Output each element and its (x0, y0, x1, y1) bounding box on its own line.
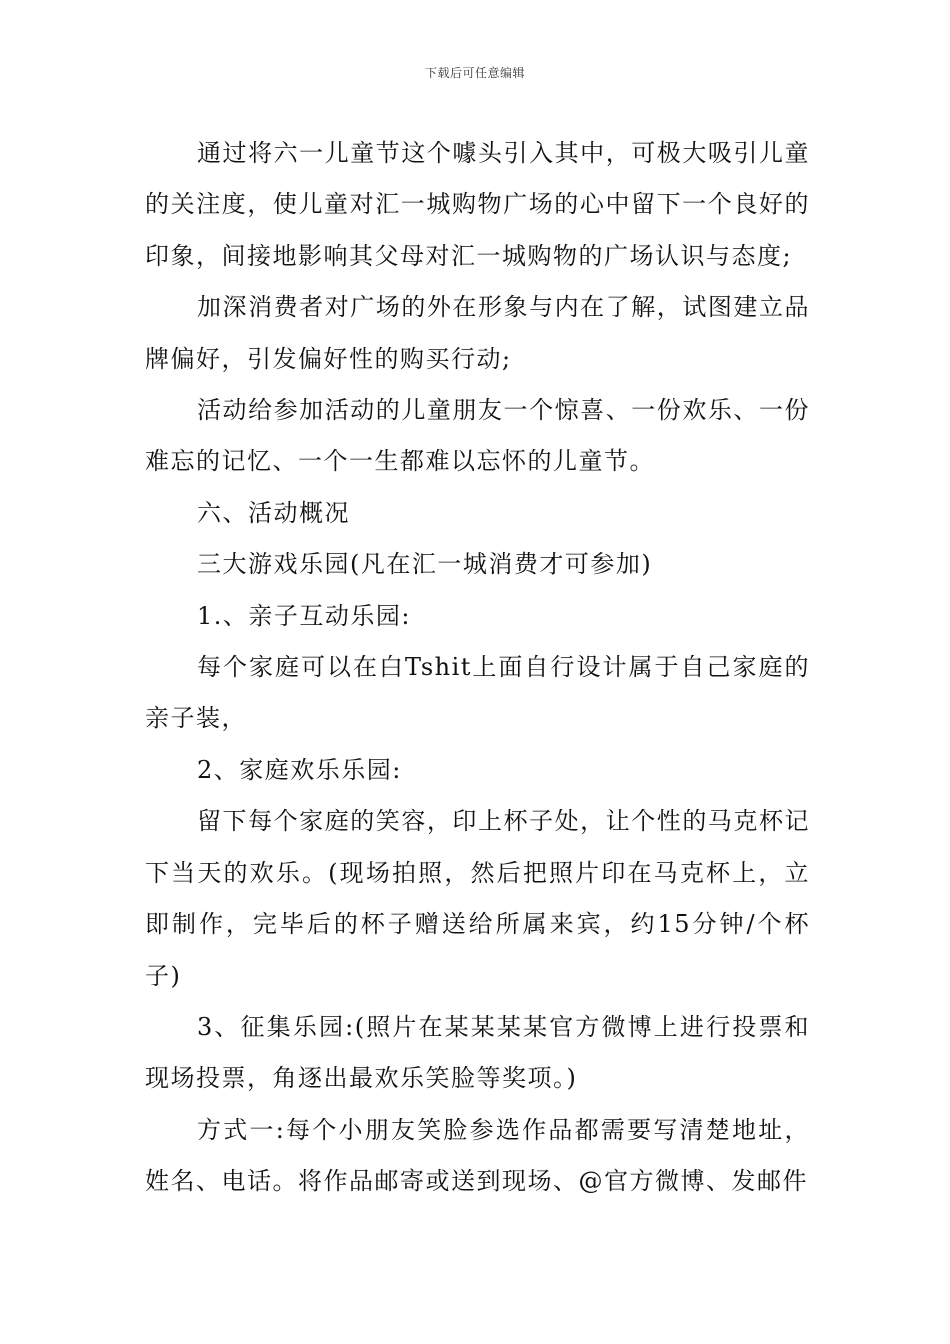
paragraph-family-joy: 留下每个家庭的笑容，印上杯子处，让个性的马克杯记下当天的欢乐。(现场拍照，然后把照片印在马克杯上，立即制作，完毕后的杯子赠送给所属来宾，约15分钟/个杯子) (145, 807, 810, 990)
section-heading-overview: 六、活动概况 (197, 498, 350, 527)
paragraph-goal-surprise: 活动给参加活动的儿童朋友一个惊喜、一份欢乐、一份难忘的记忆、一个一生都难以忘怀的儿童节。 (145, 396, 810, 476)
item-heading-parent-child: 1.、亲子互动乐园: (197, 601, 411, 630)
paragraph-goal-attention: 通过将六一儿童节这个噱头引入其中，可极大吸引儿童的关注度，使儿童对汇一城购物广场的心中留下一个良好的印象，间接地影响其父母对汇一城购物的广场认识与态度; (145, 139, 810, 270)
document-body (145, 128, 810, 1208)
item-heading-collection: 3、征集乐园:(照片在某某某某官方微博上进行投票和现场投票，角逐出最欢乐笑脸等奖项。) (145, 1012, 810, 1093)
paragraph-method-one: 方式一:每个小朋友笑脸参选作品都需要写清楚地址，姓名、电话。将作品邮寄或送到现场、@官方微博、发邮件 (145, 1115, 810, 1196)
item-heading-family-joy: 2、家庭欢乐乐园: (197, 755, 402, 784)
paragraph-parent-child: 每个家庭可以在白Tshit上面自行设计属于自己家庭的亲子装， (145, 653, 810, 733)
paragraph-goal-brand: 加深消费者对广场的外在形象与内在了解，试图建立品牌偏好，引发偏好性的购买行动; (145, 293, 810, 373)
paragraph-three-parks: 三大游戏乐园(凡在汇一城消费才可参加) (197, 550, 653, 579)
page-header: 下载后可任意编辑 (424, 66, 525, 80)
